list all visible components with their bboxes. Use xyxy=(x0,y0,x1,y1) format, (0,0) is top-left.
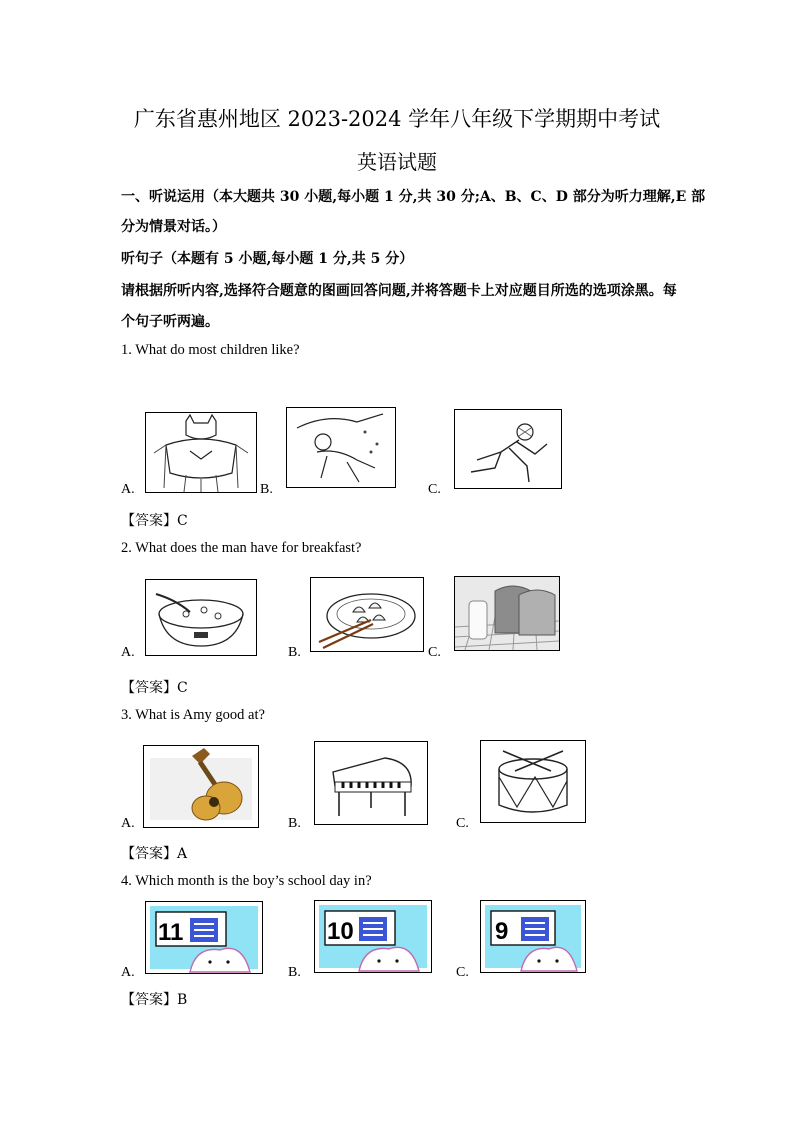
q3-option-c-label: C. xyxy=(456,816,469,831)
q2-option-b-image[interactable] xyxy=(310,577,424,652)
calendar-bunny-drawing xyxy=(315,901,431,972)
calendar-bunny-drawing xyxy=(146,902,262,973)
question-3-text: 3. What is Amy good at? xyxy=(121,707,265,723)
q4-answer: 【答案】B xyxy=(121,992,188,1008)
instruction-line1: 请根据所听内容,选择符合题意的图画回答问题,并将答题卡上对应题目所选的选项涂黑。每 xyxy=(121,283,677,299)
piano-drawing xyxy=(315,742,427,824)
q4-option-c-label: C. xyxy=(456,965,469,980)
q1-option-b-image[interactable] xyxy=(286,407,396,488)
batman-drawing xyxy=(146,413,256,492)
q2-option-a-image[interactable] xyxy=(145,579,257,656)
q1-option-a-label: A. xyxy=(121,482,135,497)
q1-option-a-image[interactable] xyxy=(145,412,257,493)
calendar-number: 9 xyxy=(495,918,509,945)
q4-option-b-image[interactable] xyxy=(314,900,432,973)
calendar-number: 10 xyxy=(327,918,354,945)
instruction-line2: 个句子听两遍。 xyxy=(121,314,219,330)
q3-option-a-label: A. xyxy=(121,816,135,831)
q3-option-a-image[interactable] xyxy=(143,745,259,828)
calendar-number: 11 xyxy=(158,919,184,946)
q1-option-c-label: C. xyxy=(428,482,441,497)
q2-answer: 【答案】C xyxy=(121,680,188,696)
page-title: 广东省惠州地区 2023-2024 学年八年级下学期期中考试 xyxy=(133,107,661,131)
q4-option-c-image[interactable] xyxy=(480,900,586,973)
q2-option-b-label: B. xyxy=(288,645,301,660)
milk-and-bread-photo xyxy=(455,577,559,650)
q1-option-c-image[interactable] xyxy=(454,409,562,489)
q3-option-b-image[interactable] xyxy=(314,741,428,825)
q2-option-a-label: A. xyxy=(121,645,135,660)
q3-option-b-label: B. xyxy=(288,816,301,831)
q3-option-c-image[interactable] xyxy=(480,740,586,823)
superman-drawing xyxy=(287,408,395,487)
dumplings-drawing xyxy=(311,578,423,651)
question-4-text: 4. Which month is the boy’s school day in? xyxy=(121,873,372,889)
q4-option-a-image[interactable] xyxy=(145,901,263,974)
q3-answer: 【答案】A xyxy=(121,846,188,862)
spiderman-drawing xyxy=(455,410,561,488)
q2-option-c-image[interactable] xyxy=(454,576,560,651)
porridge-bowl-drawing xyxy=(146,580,256,655)
calendar-bunny-drawing xyxy=(481,901,585,972)
q4-option-b-label: B. xyxy=(288,965,301,980)
guitar-drawing xyxy=(144,746,258,827)
q1-option-b-label: B. xyxy=(260,482,273,497)
page-subtitle: 英语试题 xyxy=(357,150,437,174)
question-2-text: 2. What does the man have for breakfast? xyxy=(121,540,362,556)
question-1-text: 1. What do most children like? xyxy=(121,342,300,358)
q1-answer: 【答案】C xyxy=(121,513,188,529)
q4-option-a-label: A. xyxy=(121,965,135,980)
section-heading-line2: 分为情景对话。） xyxy=(121,219,226,235)
drum-drawing xyxy=(481,741,585,822)
part-title: 听句子（本题有 5 小题,每小题 1 分,共 5 分） xyxy=(121,251,414,267)
q2-option-c-label: C. xyxy=(428,645,441,660)
section-heading-line1: 一、听说运用（本大题共 30 小题,每小题 1 分,共 30 分;A、B、C、D 部分为听力理解,E 部 xyxy=(121,189,706,205)
